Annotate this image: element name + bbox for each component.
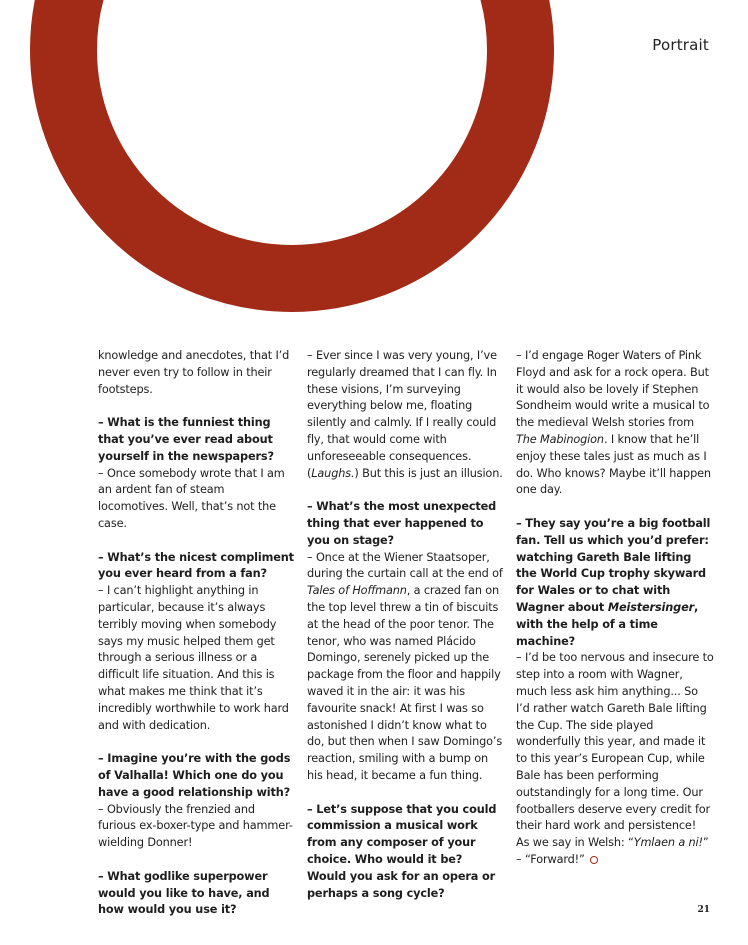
- qa-block: [98, 415, 294, 533]
- answer: [516, 348, 714, 499]
- answer-text: – Once at the Wiener Staatsoper, during the curtain call at the end of: [307, 550, 503, 581]
- column-1: [98, 348, 294, 936]
- question: – What godlike superpower would you like to have, and how would you use it?: [98, 869, 270, 917]
- answer-text: ) But this is just an illusion.: [354, 466, 503, 480]
- answer: – Once somebody wrote that I am an ardent fan of steam locomotives. Well, that’s not the case.: [98, 466, 285, 530]
- closing-text: ” – “Forward!”: [516, 836, 709, 866]
- column-2: [307, 348, 503, 919]
- answer: – I’d be too nervous and insecure to step into a room with Wagner, much less ask him anything... So I’d rather watch Gareth Bale lifting the Cup. The side played wonderfully this year, and made it to this year’s European Cup, while Bale has been performing outstandingly for a long time. Our footballers deserve every credit for their hard work and persistence!: [516, 651, 714, 833]
- answer-text: , a crazed fan on the top level threw a tin of biscuits at the head of the poor tenor. The tenor, who was named Plácido Domingo, serenely picked up the package from the floor and happily waved it in the air: it was his favourite snack! At first I was so astonished I didn’t know what to do, but then when I saw Domingo’s reaction, smiling with a bump on his head, it became a fun thing.: [307, 584, 503, 782]
- question: – What’s the nicest compliment you ever heard from a fan?: [98, 550, 294, 581]
- answer-text: – I’d engage Roger Waters of Pink Floyd and ask for a rock opera. But it would also be lovely if Stephen Sondheim would write a musical to the medieval Welsh stories from: [516, 349, 710, 430]
- column-3: [516, 348, 714, 886]
- qa-block: [307, 499, 503, 785]
- answer-text: – Ever since I was very young, I’ve regularly dreamed that I can fly. In these visions, I’m surveying everything below me, floating silently and calmly. If I really could fly, that would come with unforeseeable consequences. (: [307, 349, 497, 480]
- answer: – Obviously the frenzied and furious ex-boxer-type and hammer-wielding Donner!: [98, 802, 293, 850]
- question-text: – They say you’re a big football fan. Tell us which you’d prefer: watching Gareth Bale lifting the World Cup trophy skyward for Wales or to chat with Wagner about: [516, 516, 711, 614]
- qa-block: [307, 802, 503, 903]
- qa-block: [98, 869, 294, 919]
- section-label: Portrait: [652, 36, 709, 54]
- work-title: Tales of Hoffmann: [307, 584, 407, 598]
- qa-block: [98, 751, 294, 852]
- paragraph: knowledge and anecdotes, that I’d never even try to follow in their footsteps.: [98, 349, 290, 396]
- decorative-ring: [30, 0, 554, 312]
- question: – What is the funniest thing that you’ve ever read about yourself in the newspapers?: [98, 416, 274, 463]
- answer: – I can’t highlight anything in particular, because it’s always terribly moving when somebody says my music helped them get through a serious illness or a difficult life situation. And this is what makes me think that it’s incredibly worthwhile to work hard and with dedication.: [98, 584, 289, 732]
- qa-block: [98, 550, 294, 735]
- closing-text: As we say in Welsh: “: [516, 836, 634, 850]
- question: [516, 516, 714, 650]
- answer: [307, 550, 503, 785]
- work-title: The Mabinogion: [516, 432, 604, 446]
- question: – Imagine you’re with the gods of Valhalla! Which one do you have a good relationship with?: [98, 752, 291, 799]
- question: – Let’s suppose that you could commission a musical work from any composer of your choice. Who would it be? Would you ask for an opera or perhaps a song cycle?: [307, 802, 497, 900]
- question: – What’s the most unexpected thing that ever happened to you on stage?: [307, 500, 497, 547]
- end-mark-icon: [590, 856, 598, 864]
- question-text: , with the help of a time machine?: [516, 600, 699, 648]
- closing-line: [516, 835, 714, 869]
- work-title: Meistersinger: [607, 600, 695, 614]
- answer-text: . I know that he’ll enjoy these tales just as much as I do. Who knows? Maybe it’ll happen one day.: [516, 432, 711, 497]
- stage-direction: Laughs.: [311, 466, 355, 480]
- qa-block: [516, 516, 714, 869]
- answer: [307, 348, 503, 482]
- welsh-phrase: Ymlaen a ni!: [633, 836, 703, 850]
- page-number: 21: [697, 905, 710, 915]
